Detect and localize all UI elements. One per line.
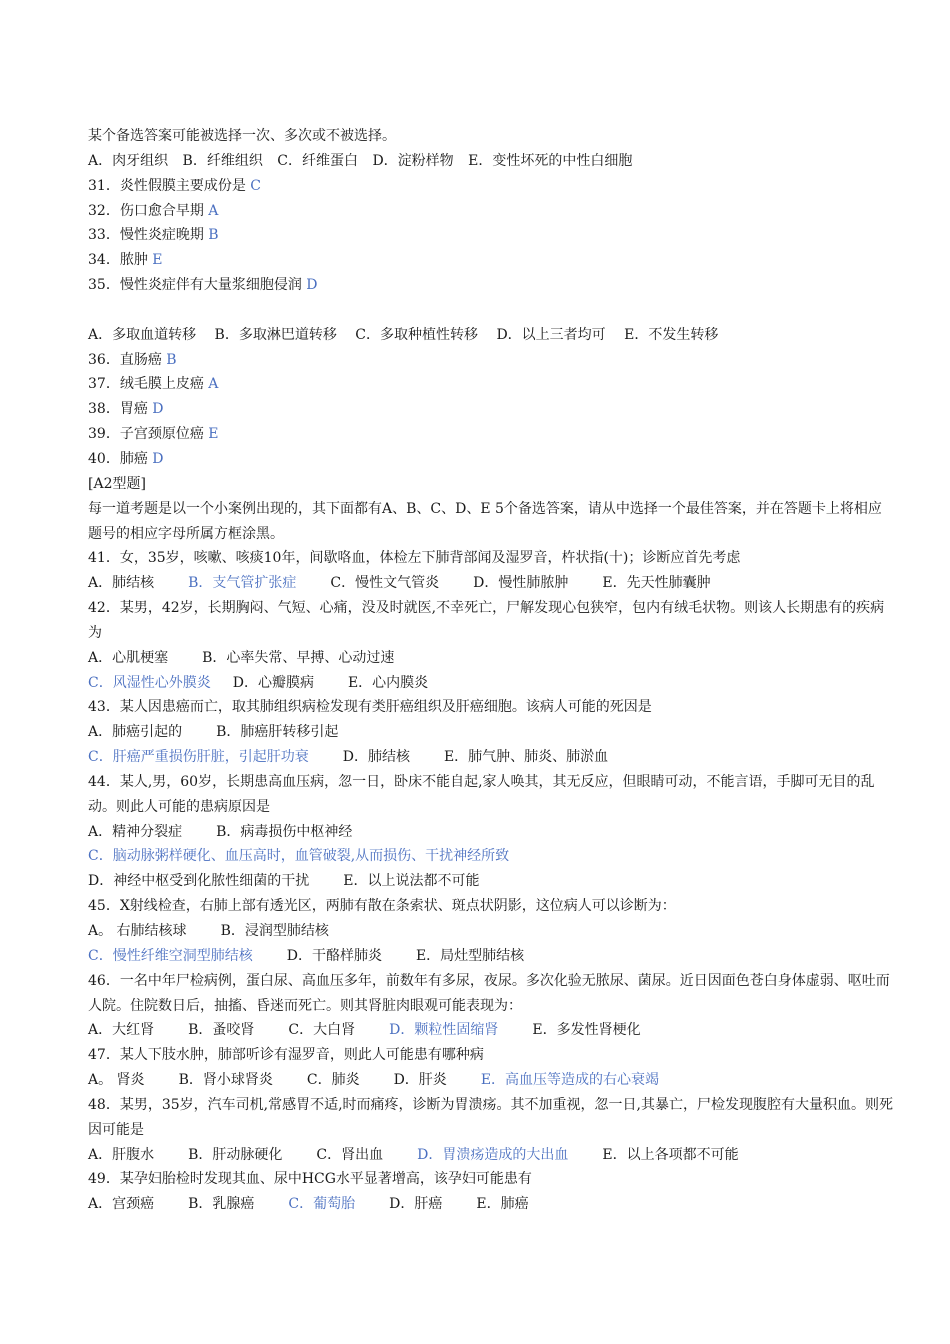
question-35: 35．慢性炎症伴有大量浆细胞侵润 D [88,277,318,294]
question-31: 31．炎性假膜主要成份是 C [88,177,261,194]
answer: E [208,426,219,443]
question-41-options: A．肺结核 B．支气管扩张症 C．慢性文气管炎 D．慢性肺脓肿 E．先天性肺囊肿 [88,575,711,592]
question-40: 40．肺癌 D [88,450,164,467]
answer: D [152,401,164,418]
question-43-options-cont: C．肝癌严重损伤肝脏，引起肝功衰 D．肺结核 E．肺气肿、肺炎、肺淤血 [88,749,609,766]
question-43-stem: 43．某人因患癌而亡，取其肺组织病检发现有类肝癌组织及肝癌细胞。该病人可能的死因是 [88,699,652,716]
question-47-stem: 47．某人下肢水肿，肺部听诊有湿罗音，则此人可能患有哪种病 [88,1047,484,1064]
question-36: 36．直肠癌 B [88,351,177,368]
question-44-options-cont: D．神经中枢受到化脓性细菌的干扰 E．以上说法都不可能 [88,873,480,890]
question-49-stem: 49．某孕妇胎检时发现其血、尿中HCG水平显著增高，该孕妇可能患有 [88,1171,532,1188]
answer: B [208,227,219,244]
question-38: 38．胃癌 D [88,401,164,418]
question-45-stem: 45．X射线检查，右肺上部有透光区，两肺有散在条索状、斑点状阴影，这位病人可以诊断为： [88,898,676,915]
answer: D [152,450,164,467]
question-34: 34．脓肿 E [88,252,163,269]
question-48-options: A．肝腹水 B．肝动脉硬化 C．肾出血 D．胃溃疡造成的大出血 E．以上各项都不可能 [88,1146,739,1163]
question-41-stem: 41．女，35岁，咳嗽、咳痰10年，间歇咯血，体检左下肺背部闻及湿罗音，杵状指(十)；诊断应首先考虑 [88,550,741,567]
answer: A [208,376,219,393]
answer: C [250,177,261,194]
section-description: 每一道考题是以一个小案例出现的，其下面都有A、B、C、D、E 5个备选答案，请从中选择一个最佳答案，并在答题卡上将相应题号的相应字母所属方框涂黑。 [88,500,882,542]
question-44-stem: 44．某人,男，60岁，长期患高血压病，忽一日，卧床不能自起,家人唤其，其无反应，但眼睛可动，不能言语，手脚可无目的乱动。则此人可能的患病原因是 [88,773,875,815]
question-46-stem: 46．一名中年尸检病例，蛋白尿、高血压多年，前数年有多尿，夜尿。多次化验无脓尿、菌尿。近日因面色苍白身体虚弱、呕吐而人院。住院数日后，抽搐、昏迷而死亡。则其肾脏肉眼观可能表现为： [88,972,890,1014]
blank-line [88,298,894,323]
question-44-option-c: C．脑动脉粥样硬化、血压高时，血管破裂,从而损伤、干扰神经所致 [88,848,510,865]
question-42-stem: 42．某男，42岁，长期胸闷、气短、心痛，没及时就医,不幸死亡，尸解发现心包狭窄，包内有绒毛状物。则该人长期患有的疾病为 [88,600,885,641]
question-44-options: A．精神分裂症 B．病毒损伤中枢神经 [88,823,353,840]
question-46-options: A．大红肾 B．蚤咬肾 C．大白肾 D．颗粒性固缩肾 E．多发性肾梗化 [88,1022,641,1039]
answer: B [166,351,177,368]
question-32: 32．伤口愈合早期 A [88,202,219,219]
answer: A [208,202,219,219]
question-45-options-cont: C．慢性纤维空洞型肺结核 D．干酪样肺炎 E．局灶型肺结核 [88,947,525,964]
question-49-options: A．宫颈癌 B．乳腺癌 C．葡萄胎 D．肝癌 E．肺癌 [88,1196,529,1213]
question-45-options: A。 右肺结核球 B．浸润型肺结核 [88,923,329,939]
question-47-options: A。 肾炎 B．肾小球肾炎 C．肺炎 D．肝炎 E．高血压等造成的右心衰竭 [88,1072,660,1089]
answer: D [306,277,318,294]
section-header: [A2型题] [88,475,146,492]
question-43-options: A．肺癌引起的 B．肺癌肝转移引起 [88,724,339,741]
question-37: 37．绒毛膜上皮癌 A [88,376,219,393]
answer: E [152,252,163,269]
question-42-options: A．心肌梗塞 B．心率失常、早搏、心动过速 [88,649,395,666]
group1-options: A．肉牙组织 B．纤维组织 C．纤维蛋白 D．淀粉样物 E．变性坏死的中性白细胞 [88,152,633,169]
question-42-options-cont: C．风湿性心外膜炎 D．心瓣膜病 E．心内膜炎 [88,674,429,691]
question-48-stem: 48．某男，35岁，汽车司机,常感胃不适,时而痛疼，诊断为胃溃疡。其不加重视，忽一日,其暴亡，尸检发现腹腔有大量积血。则死因可能是 [88,1096,893,1138]
question-39: 39．子宫颈原位癌 E [88,426,219,443]
document-page [88,124,894,1217]
instruction-text: 某个备选答案可能被选择一次、多次或不被选择。 [88,128,396,144]
group2-options: A．多取血道转移 B．多取淋巴道转移 C．多取种植性转移 D．以上三者均可 E．不发生转移 [88,326,719,343]
question-33: 33．慢性炎症晚期 B [88,227,219,244]
